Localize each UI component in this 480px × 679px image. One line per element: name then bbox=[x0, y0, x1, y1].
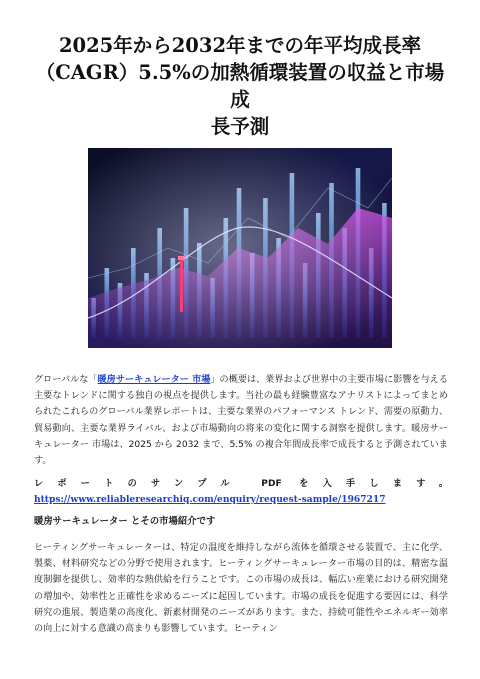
hero-glow bbox=[88, 148, 392, 348]
hero-highlight-cap bbox=[178, 256, 185, 260]
sample-label: レポートのサンプル PDF を入手します。 bbox=[34, 479, 448, 489]
sample-request bbox=[34, 476, 448, 508]
intro-prefix: グローバルな「 bbox=[34, 375, 98, 385]
financial-chart-image bbox=[88, 148, 392, 348]
section-paragraph bbox=[34, 540, 448, 637]
title-line-1: 2025年から2032年までの年平均成長率 bbox=[58, 34, 422, 57]
section-body: ヒーティングサーキュレーターは、特定の温度を維持しながら流体を循環させる装置で、主に化学、製薬、材料研究などの分野で使用されます。ヒーティングサーキュレーター市場の目的は、精密な温度制御を提供し、効率的な熱供給を行うことです。この市場の成長は、幅広い産業における研究開発の増加や、効率性と正確性を求めるニーズに起因しています。市場の成長を促進する要因には、科学研究の進展、製造業の高度化、新素材開発のニーズがあります。また、持続可能性やエネルギー効率の向上に対する意識の高まりも影響しています。ヒーティン bbox=[34, 543, 448, 635]
intro-body: 」の概要は、業界および世界中の主要市場に影響を与える主要なトレンドに関する独自の視点を提供します。当社の最も経験豊富なアナリストによってまとめられたこれらのグローバル業界レポートは、主要な業界のパフォーマンス トレンド、需要の原動力、貿易動向、主要な業界ライバル、および市場動向の将来の変化に関する洞察を提供します。暖房サーキュレーター 市場は、2025 から 2032 まで、5.5% の複合年間成長率で成長すると予測されています。 bbox=[34, 375, 448, 467]
page-title bbox=[28, 32, 452, 140]
sample-link[interactable]: https://www.reliableresearchiq.com/enquiry/request-sample/1967217 bbox=[34, 494, 386, 506]
section-heading: 暖房サーキュレーター とその市場紹介です bbox=[34, 516, 216, 527]
hero-illustration bbox=[88, 148, 392, 348]
title-line-2: （CAGR）5.5%の加熱循環装置の収益と市場成 bbox=[35, 61, 445, 111]
title-line-3: 長予測 bbox=[210, 115, 270, 138]
market-link[interactable]: 暖房サーキュレーター 市場 bbox=[97, 375, 211, 385]
hero-highlight-bar bbox=[180, 260, 183, 312]
intro-paragraph bbox=[34, 372, 448, 469]
